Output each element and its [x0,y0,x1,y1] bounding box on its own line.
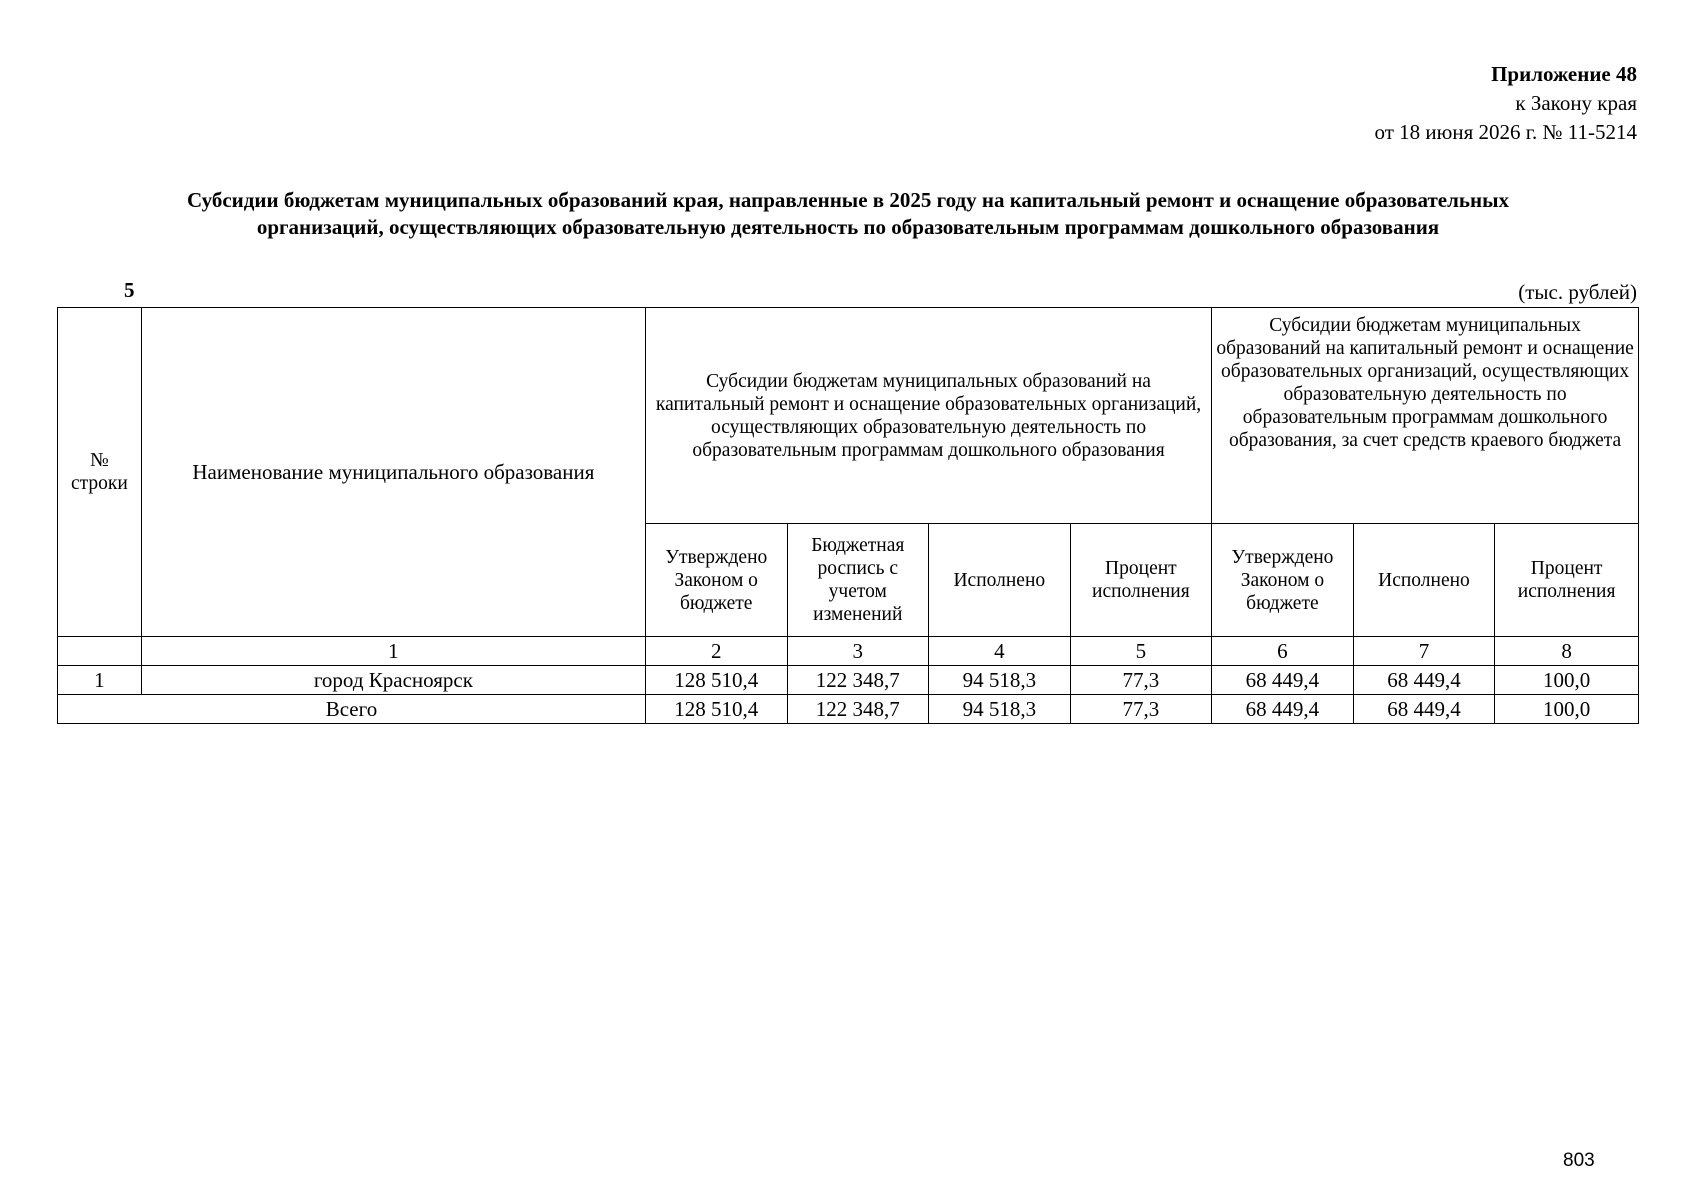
header-executed: Исполнено [929,524,1071,637]
value-executed-regional: 68 449,4 [1353,666,1495,695]
document-title-line-2: организаций, осуществляющих образовательную деятельность по образовательным программам дошкольного образования [256,215,1440,239]
total-executed: 94 518,3 [929,695,1071,724]
total-executed-regional: 68 449,4 [1353,695,1495,724]
header-executed-regional: Исполнено [1353,524,1495,637]
header-approved-regional: Утверждено Законом о бюджете [1212,524,1354,637]
header-percent-regional: Процент исполнения [1495,524,1639,637]
value-percent: 77,3 [1070,666,1212,695]
total-approved: 128 510,4 [645,695,787,724]
value-percent-regional: 100,0 [1495,666,1639,695]
row-number: 1 [58,666,142,695]
units-label: (тыс. рублей) [1518,280,1637,304]
column-number: 1 [141,637,645,666]
page-number: 803 [1563,1150,1595,1171]
value-approved-regional: 68 449,4 [1212,666,1354,695]
total-approved-regional: 68 449,4 [1212,695,1354,724]
column-number: 4 [929,637,1071,666]
total-row [58,695,1639,724]
value-budget-list: 122 348,7 [787,666,929,695]
header-budget-list: Бюджетная роспись с учетом изменений [787,524,929,637]
subsidies-table [57,307,1639,724]
header-group-regional-budget: Субсидии бюджетам муниципальных образований на капитальный ремонт и оснащение образовательных организаций, осуществляющих образовательную деятельность по образовательным программам дошкольного образования, за счет средств краевого бюджета [1212,308,1639,524]
total-label: Всего [58,695,646,724]
column-number: 5 [1070,637,1212,666]
header-row-1 [58,308,1639,524]
table-row [58,666,1639,695]
document-title [57,187,1639,241]
header-municipality-name: Наименование муниципального образования [141,308,645,637]
column-number: 2 [645,637,787,666]
column-number: 7 [1353,637,1495,666]
appendix-law-reference: к Закону края [1515,91,1637,115]
total-percent: 77,3 [1070,695,1212,724]
column-number: 3 [787,637,929,666]
column-numbers-row [58,637,1639,666]
document-title-line-1: Субсидии бюджетам муниципальных образований края, направленные в 2025 году на капитальный ремонт и оснащение образовательных [186,188,1509,212]
appendix-header [1375,60,1637,147]
column-number: 8 [1495,637,1639,666]
column-number: 6 [1212,637,1354,666]
total-budget-list: 122 348,7 [787,695,929,724]
header-percent: Процент исполнения [1070,524,1212,637]
appendix-title: Приложение 48 [1491,62,1637,86]
header-row-number: № строки [58,308,142,637]
appendix-law-date: от 18 июня 2026 г. № 11-5214 [1374,120,1637,144]
total-percent-regional: 100,0 [1495,695,1639,724]
municipality-name: город Красноярск [141,666,645,695]
value-executed: 94 518,3 [929,666,1071,695]
header-group-total-subsidies: Субсидии бюджетам муниципальных образований на капитальный ремонт и оснащение образовательных организаций, осуществляющих образовательную деятельность по образовательным программам дошкольного образования [645,308,1211,524]
column-number [58,637,142,666]
value-approved: 128 510,4 [645,666,787,695]
header-approved: Утверждено Законом о бюджете [645,524,787,637]
table-number: 5 [124,278,135,302]
